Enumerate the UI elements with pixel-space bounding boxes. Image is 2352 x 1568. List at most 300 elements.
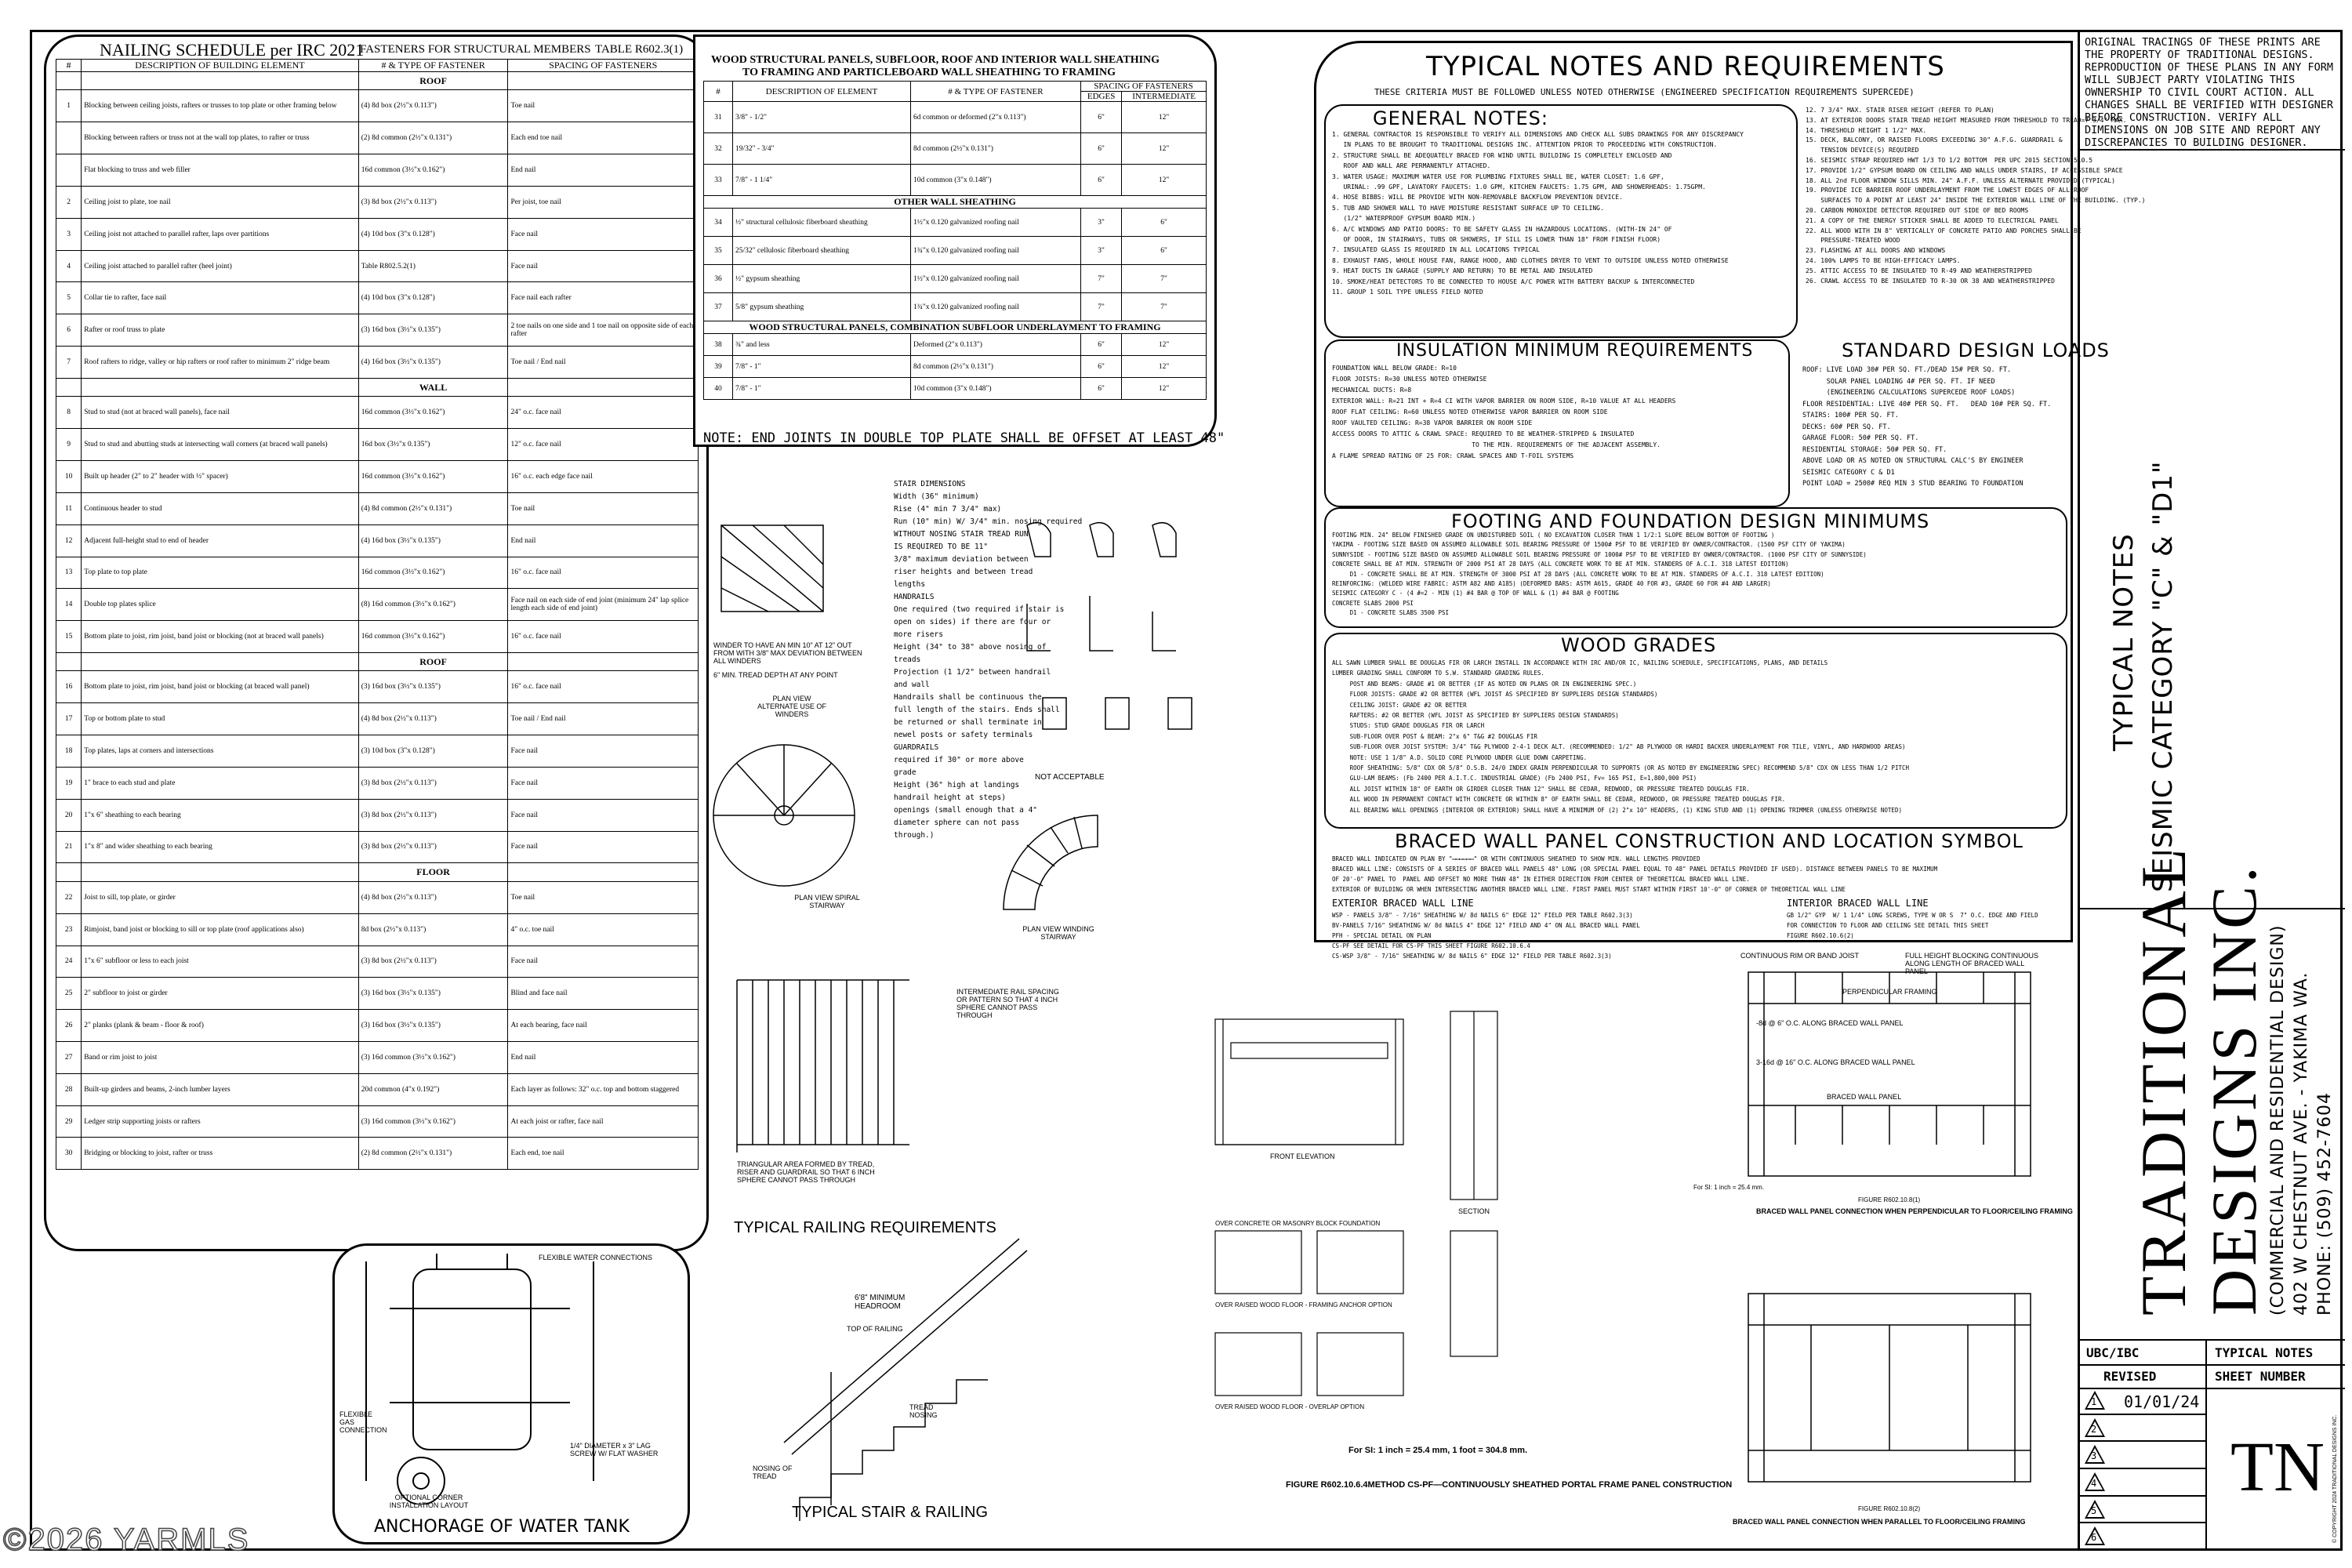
nailing-num: 26 — [56, 1010, 82, 1042]
stair-dimension-line: Handrails shall be continuous the — [894, 693, 1042, 702]
nailing-num: 10 — [56, 461, 82, 493]
revision-row — [2080, 1469, 2205, 1497]
wood-panels-title2: TO FRAMING AND PARTICLEBOARD WALL SHEATHING TO FRAMING — [742, 67, 1116, 78]
stair-dimension-line: and wall — [894, 681, 930, 689]
nailing-header: # & TYPE OF FASTENER — [358, 60, 508, 72]
nailing-spacing: 12" o.c. face nail — [508, 429, 699, 461]
triangular-note: TRIANGULAR AREA FORMED BY TREAD, RISER AND GUARDRAIL SO THAT 6 INCH SPHERE CANNOT PASS THROUGH — [737, 1160, 875, 1184]
int-braced-line: FIGURE R602.10.6(2) — [1787, 932, 1854, 939]
nailing-row — [56, 154, 699, 187]
nailing-spacing: 2 toe nails on one side and 1 toe nail on opposite side of each rafter — [508, 314, 699, 347]
wood-panels-row — [704, 293, 1207, 321]
wood-panels-table — [703, 81, 1207, 426]
general-notes-title: GENERAL NOTES: — [1373, 107, 1548, 129]
flex-gas-label: FLEXIBLE GAS CONNECTION — [339, 1410, 387, 1434]
general-note-line: 5. TUB AND SHOWER WALL TO HAVE MOISTURE RESISTANT SURFACE UP TO CEILING. — [1332, 204, 1604, 212]
nailing-desc: 1" brace to each stud and plate — [82, 767, 359, 799]
nailing-row — [56, 282, 699, 314]
footing-line: SEISMIC CATEGORY C - (4 #=2 - MIN (1) #4 BAR @ TOP OF WALL & (1) #4 BAR @ FOOTING — [1332, 590, 1619, 597]
nailing-fastener: 16d common (3½"x 0.162") — [358, 557, 508, 589]
nailing-section-label: WALL — [358, 378, 508, 396]
nailing-section-cell — [82, 378, 359, 396]
revision-row — [2080, 1523, 2205, 1551]
company-address: 402 W CHESTNUT AVE. - YAKIMA WA. — [2292, 971, 2311, 1316]
nailing-section-cell — [56, 378, 82, 396]
nailing-fastener: 16d box (3½"x 0.135") — [358, 429, 508, 461]
nailing-desc: Built-up girders and beams, 2-inch lumber layers — [82, 1073, 359, 1105]
wood-panels-num: 32 — [704, 133, 733, 165]
nailing-desc: Double top plates splice — [82, 589, 359, 621]
nailing-num: 1 — [56, 90, 82, 122]
stair-dimension-line: STAIR DIMENSIONS — [894, 480, 966, 488]
wood-grades-title: WOOD GRADES — [1561, 634, 1717, 656]
nailing-subtitle: FASTENERS FOR STRUCTURAL MEMBERS — [360, 43, 591, 56]
nailing-num: 20 — [56, 799, 82, 831]
portal-frame-drawing — [1192, 996, 1646, 1466]
nailing-num: 8 — [56, 397, 82, 429]
stair-dimension-line: Height (36" high at landings — [894, 781, 1020, 789]
wood-panels-intermediate: 6" — [1122, 237, 1207, 265]
wood-grade-line: LUMBER GRADING SHALL CONFORM TO S.W. STANDARD GRADING RULES. — [1332, 670, 1544, 677]
nail16-label: -8d @ 6" O.C. ALONG BRACED WALL PANEL — [1756, 1019, 1904, 1027]
wood-panels-intermediate: 12" — [1122, 165, 1207, 196]
nailing-spacing: 24" o.c. face nail — [508, 397, 699, 429]
nailing-spacing: Face nail — [508, 767, 699, 799]
nailing-desc: Bottom plate to joist, rim joist, band joist or blocking (not at braced wall panels) — [82, 621, 359, 653]
nailing-num: 25 — [56, 978, 82, 1010]
nailing-num: 14 — [56, 589, 82, 621]
wood-panels-header: # & TYPE OF FASTENER — [911, 82, 1081, 102]
over-raised2-label: OVER RAISED WOOD FLOOR - OVERLAP OPTION — [1215, 1403, 1365, 1410]
stair-title: TYPICAL STAIR & RAILING — [792, 1504, 989, 1521]
stair-dimension-line: IS REQUIRED TO BE 11" — [894, 543, 989, 551]
general-note-line: 18. ALL 2nd FLOOR WINDOW SILLS MIN. 24" A.F.F. UNLESS ALTERNATE PROVIDED (TYPICAL) — [1806, 176, 2115, 184]
insulation-title: INSULATION MINIMUM REQUIREMENTS — [1396, 341, 1754, 361]
nailing-row — [56, 314, 699, 347]
water-tank-title: ANCHORAGE OF WATER TANK — [374, 1517, 630, 1537]
general-note-line: 12. 7 3/4" MAX. STAIR RISER HEIGHT (REFER TO PLAN) — [1806, 107, 1994, 114]
general-note-line: 11. GROUP 1 SOIL TYPE UNLESS FIELD NOTED — [1332, 289, 1483, 296]
braced-list — [1332, 854, 1937, 895]
insulation-line: MECHANICAL DUCTS: R=8 — [1332, 387, 1412, 394]
nailing-desc: Rafter or roof truss to plate — [82, 314, 359, 347]
portal-si-label: For SI: 1 inch = 25.4 mm, 1 foot = 304.8 mm. — [1348, 1446, 1528, 1455]
nailing-desc: 1"x 8" and wider sheathing to each bearing — [82, 831, 359, 863]
nailing-section-cell — [56, 652, 82, 670]
general-note-line: 8. EXHAUST FANS, WHOLE HOUSE FAN, RANGE HOOD, AND CLOTHES DRYER TO VENT TO OUTSIDE UNLESS NOTED OTHERWISE — [1332, 256, 1729, 264]
nailing-row — [56, 1042, 699, 1074]
nailing-row — [56, 347, 699, 379]
nailing-num: 12 — [56, 524, 82, 557]
wood-panels-intermediate: 12" — [1122, 133, 1207, 165]
footing-line: YAKIMA - FOOTING SIZE BASED ON ASSUMED ALLOWABLE SOIL BEARING PRESSURE OF 1500# PSF TO BE VERIFIED BY OWNER/CONTRACTOR. (1500 PSF CITY OF YAKIMA) — [1332, 541, 1846, 549]
nailing-desc: Roof rafters to ridge, valley or hip rafters or roof rafter to minimum 2" ridge beam — [82, 347, 359, 379]
footing-line: FOOTING MIN. 24" BELOW FINISHED GRADE ON UNDISTURBED SOIL ( NO EXCAVATION CLOSER THAN 1 1/2:1 SLOPE BELOW BOTTOM OF FOOTING ) — [1332, 532, 1775, 539]
ext-braced-line: CS-PF SEE DETAIL FOR CS-PF THIS SHEET FIGURE R602.10.6.4 — [1332, 942, 1530, 949]
nailing-desc: Built up header (2" to 2" header with ½" spacer) — [82, 461, 359, 493]
stair-dimension-line: full length of the stairs. Ends shall — [894, 706, 1060, 714]
revision-number: 2 — [2091, 1423, 2097, 1435]
general-note-line: 26. CRAWL ACCESS TO BE INSULATED TO R-30 OR 38 AND WEATHERSTRIPPED — [1806, 277, 2055, 285]
stair-dimension-line: through.) — [894, 831, 935, 840]
insulation-line: ACCESS DOORS TO ATTIC & CRAWL SPACE: REQUIRED TO BE WEATHER-STRIPPED & INSULATED — [1332, 430, 1635, 437]
nailing-fastener: (4) 16d box (3½"x 0.135") — [358, 524, 508, 557]
nailing-num: 29 — [56, 1105, 82, 1138]
nailing-fastener: 8d box (2½"x 0.113") — [358, 913, 508, 946]
wood-panels-num: 31 — [704, 102, 733, 133]
nailing-fastener: (3) 10d box (3"x 0.128") — [358, 735, 508, 768]
nailing-num: 5 — [56, 282, 82, 314]
wood-panels-row — [704, 334, 1207, 356]
nailing-row — [56, 1105, 699, 1138]
wood-panels-desc: 25/32" cellulosic fiberboard sheathing — [733, 237, 911, 265]
nailing-num: 11 — [56, 492, 82, 524]
nailing-row — [56, 557, 699, 589]
company-name-1: TRADITIONAL — [2128, 845, 2199, 1316]
nailing-spacing: Face nail each rafter — [508, 282, 699, 314]
wood-panels-header: # — [704, 82, 733, 102]
nailing-section-cell — [508, 652, 699, 670]
insulation-line: TO THE MIN. REQUIREMENTS OF THE ADJACENT ASSEMBLY. — [1332, 441, 1661, 448]
nailing-desc: Bottom plate to joist, rim joist, band joist or blocking (at braced wall panel) — [82, 671, 359, 703]
plan-winding-label: PLAN VIEW WINDING STAIRWAY — [1022, 925, 1094, 941]
wood-panels-desc: ¾" and less — [733, 334, 911, 356]
wood-panels-title1: WOOD STRUCTURAL PANELS, SUBFLOOR, ROOF AND INTERIOR WALL SHEATHING — [711, 54, 1160, 66]
wood-grade-line: NOTE: USE 1 1/8" A.D. SOLID CORE PLYWOOD UNDER GLUE DOWN CARPETING. — [1332, 753, 1588, 761]
nailing-num: 4 — [56, 250, 82, 282]
load-line: DECKS: 60# PER SQ. FT. — [1802, 423, 1891, 431]
footing-line: CONCRETE SLABS 2000 PSI — [1332, 599, 1414, 607]
nailing-row — [56, 397, 699, 429]
nailing-row — [56, 703, 699, 735]
nailing-spacing: Face nail — [508, 946, 699, 978]
nailing-desc: Joist to sill, top plate, or girder — [82, 881, 359, 913]
wood-grade-line: STUDS: STUD GRADE DOUGLAS FIR OR LARCH — [1332, 722, 1485, 730]
nailing-row — [56, 978, 699, 1010]
nailing-num: 27 — [56, 1042, 82, 1074]
stair-dimension-line: Rise (4" min 7 3/4" max) — [894, 505, 1002, 514]
nailing-num: 24 — [56, 946, 82, 978]
over-raised1-label: OVER RAISED WOOD FLOOR - FRAMING ANCHOR OPTION — [1215, 1301, 1392, 1308]
wood-panels-row — [704, 102, 1207, 133]
wood-panels-header: SPACING OF FASTENERS — [1081, 82, 1207, 92]
nailing-row — [56, 589, 699, 621]
sheet-title-2: SEISMIC CATEGORY "C" & "D1" — [2147, 460, 2179, 892]
nailing-row — [56, 735, 699, 768]
wood-panels-edge: 6" — [1081, 102, 1122, 133]
notes-subtitle: THESE CRITERIA MUST BE FOLLOWED UNLESS NOTED OTHERWISE (ENGINEERED SPECIFICATION REQUIREMENTS SUPERCEDE) — [1374, 87, 1915, 97]
stair-dimension-line: 3/8" maximum deviation between — [894, 555, 1029, 564]
footing-line: D1 - CONCRETE SHALL BE AT MIN. STRENGTH OF 3000 PSI AT 28 DAYS (ALL CONCRETE WORK TO BE AT MIN. STANDERS OF A.C.I. 318 LATEST EDITION) — [1332, 570, 1824, 578]
wood-panels-fastener: 8d common (2½"x 0.131") — [911, 133, 1081, 165]
wood-panels-fastener: 1½"x 0.120 galvanized roofing nail — [911, 209, 1081, 237]
plan-alt-label: PLAN VIEW ALTERNATE USE OF WINDERS — [757, 695, 826, 718]
nailing-fastener: (4) 8d box (2½"x 0.113") — [358, 90, 508, 122]
fig2-caption: BRACED WALL PANEL CONNECTION WHEN PARALLEL TO FLOOR/CEILING FRAMING — [1733, 1518, 2026, 1526]
wood-panels-desc: 5/8" gypsum sheathing — [733, 293, 911, 321]
nailing-section-cell — [56, 863, 82, 881]
flex-water-label: FLEXIBLE WATER CONNECTIONS — [539, 1254, 653, 1261]
fig1-label: FIGURE R602.10.8(1) — [1858, 1196, 1921, 1203]
load-line: RESIDENTIAL STORAGE: 50# PER SQ. FT. — [1802, 445, 1947, 454]
nailing-desc: Ceiling joist attached to parallel rafter (heel joint) — [82, 250, 359, 282]
wood-panels-intermediate: 6" — [1122, 209, 1207, 237]
load-line: ABOVE LOAD OR AS NOTED ON STRUCTURAL CALC'S BY ENGINEER — [1802, 457, 2024, 465]
wood-panels-fastener: 1¾"x 0.120 galvanized roofing nail — [911, 237, 1081, 265]
nailing-spacing: End nail — [508, 1042, 699, 1074]
water-tank-panel — [332, 1243, 690, 1544]
wood-grade-line: RAFTERS: #2 OR BETTER (WFL JOIST AS SPECIFIED BY SUPPLIERS DESIGN STANDARDS) — [1332, 712, 1619, 720]
nailing-num: 15 — [56, 621, 82, 653]
footing-line: CONCRETE SHALL BE AT MIN. STRENGTH OF 2000 PSI AT 28 DAYS (ALL CONCRETE WORK TO BE AT MIN. STANDERS OF A.C.I. 318 LATEST EDITION) — [1332, 561, 1789, 568]
wood-grade-line: ALL WOOD IN PERMANENT CONTACT WITH CONCRETE OR WITHIN 8" OF EARTH SHALL BE CEDAR, REDWOOD, OR PRESSURE TREATED DOUGLAS FIR. — [1332, 796, 1785, 804]
nailing-section-cell — [82, 863, 359, 881]
nailing-num: 13 — [56, 557, 82, 589]
nailing-desc: Top plates, laps at corners and intersections — [82, 735, 359, 768]
nailing-desc: Ceiling joist not attached to parallel rafter, laps over partitions — [82, 218, 359, 250]
ext-braced-line: CS-WSP 3/8" - 7/16" SHEATHING W/ 8d NAILS 6" EDGE 12" FIELD PER TABLE R602.3(3) — [1332, 953, 1612, 960]
wood-panels-fastener: 6d common or deformed (2"x 0.113") — [911, 102, 1081, 133]
nailing-spacing: Each end toe nail — [508, 122, 699, 154]
nailing-spacing: Toe nail / End nail — [508, 703, 699, 735]
revision-row — [2080, 1415, 2205, 1443]
revision-number: 3 — [2091, 1450, 2097, 1462]
nailing-section-cell — [508, 378, 699, 396]
nailing-desc: 2" subfloor to joist or girder — [82, 978, 359, 1010]
corner-layout-label: OPTIONAL CORNER INSTALLATION LAYOUT — [389, 1494, 469, 1509]
wood-panels-grid — [703, 81, 1207, 400]
loads-title: STANDARD DESIGN LOADS — [1842, 339, 2110, 361]
braced-title: BRACED WALL PANEL CONSTRUCTION AND LOCATION SYMBOL — [1395, 830, 2024, 852]
stair-dimension-line: riser heights and between tread — [894, 568, 1033, 576]
nailing-fastener: 16d common (3½"x 0.162") — [358, 461, 508, 493]
nailing-spacing: 16" o.c. face nail — [508, 621, 699, 653]
nailing-num: 16 — [56, 671, 82, 703]
general-note-line: 10. SMOKE/HEAT DETECTORS TO BE CONNECTED TO HOUSE A/C POWER WITH BATTERY BACKUP & INTERCONNECTED — [1332, 278, 1695, 285]
load-line: POINT LOAD = 2500# REQ MIN 3 STUD BEARING TO FOUNDATION — [1802, 480, 2024, 488]
nailing-row — [56, 767, 699, 799]
fig1-caption: BRACED WALL PANEL CONNECTION WHEN PERPENDICULAR TO FLOOR/CEILING FRAMING — [1756, 1207, 2073, 1215]
load-line: ROOF: LIVE LOAD 30# PER SQ. FT./DEAD 15# PER SQ. FT. — [1802, 366, 2012, 374]
nailing-section-label: ROOF — [358, 652, 508, 670]
revision-row — [2080, 1388, 2205, 1415]
nailing-spacing: End nail — [508, 154, 699, 187]
nailing-desc: Stud to stud (not at braced wall panels), face nail — [82, 397, 359, 429]
revision-row — [2080, 1442, 2205, 1469]
wood-grade-line: POST AND BEAMS: GRADE #1 OR BETTER (IF AS NOTED ON PLANS OR IN ENGINEERING SPEC.) — [1332, 680, 1637, 688]
wood-panels-desc: 3/8" - 1/2" — [733, 102, 911, 133]
nailing-desc: Continuous header to stud — [82, 492, 359, 524]
insulation-line: EXTERIOR WALL: R=21 INT + R=4 CI WITH VAPOR BARRIER ON ROOM SIDE, R=10 VALUE AT ALL HEADERS — [1332, 397, 1676, 405]
stair-dimension-line: open on sides) if there are four or — [894, 618, 1051, 626]
wood-grade-line: SUB-FLOOR OVER JOIST SYSTEM: 3/4" T&G PLYWOOD 2-4-1 DECK ALT. (RECOMMENDED: 1/2" AB PLYWOOD OR HARDI BACKER UNDERLAYMENT FOR TILE, VINYL, AND HARDWOOD AREAS) — [1332, 743, 1906, 751]
load-line: (ENGINEERING CALCULATIONS SUPERCEDE ROOF LOADS) — [1802, 389, 2016, 397]
nailing-fastener: 16d common (3½"x 0.162") — [358, 154, 508, 187]
nailing-num — [56, 154, 82, 187]
nailing-desc: 1"x 6" subfloor or less to each joist — [82, 946, 359, 978]
wood-panels-desc: ½" gypsum sheathing — [733, 265, 911, 293]
nailing-num — [56, 122, 82, 154]
nailing-spacing: 16" o.c. face nail — [508, 557, 699, 589]
front-elevation-label: FRONT ELEVATION — [1270, 1152, 1335, 1160]
not-acceptable-label: NOT ACCEPTABLE — [1035, 773, 1105, 782]
nailing-desc: Top plate to top plate — [82, 557, 359, 589]
nailing-row — [56, 492, 699, 524]
nailing-fastener: (3) 8d box (2½"x 0.113") — [358, 946, 508, 978]
code-value: TYPICAL NOTES — [2215, 1345, 2314, 1360]
continuous-rim-label: CONTINUOUS RIM OR BAND JOIST — [1740, 952, 1860, 960]
wood-panels-desc: 19/32" - 3/4" — [733, 133, 911, 165]
handrail-profiles — [1019, 510, 1223, 768]
nailing-header: SPACING OF FASTENERS — [508, 60, 699, 72]
stair-dimension-line: more risers — [894, 630, 943, 639]
general-note-line: 17. PROVIDE 1/2" GYPSUM BOARD ON CEILING AND WALLS UNDER STAIRS, IF ACCESSIBLE SPACE — [1806, 166, 2123, 174]
footing-title: FOOTING AND FOUNDATION DESIGN MINIMUMS — [1451, 510, 1930, 532]
stair-dimension-line: WITHOUT NOSING STAIR TREAD RUN — [894, 530, 1029, 539]
wood-panels-row — [704, 209, 1207, 237]
nailing-desc: Blocking between ceiling joists, rafters or trusses to top plate or other framing below — [82, 90, 359, 122]
insulation-list — [1332, 363, 1675, 462]
company-name-2: DESIGNS INC. — [2198, 863, 2270, 1316]
load-line: STAIRS: 100# PER SQ. FT. — [1802, 412, 1899, 419]
wood-panels-desc: ½" structural cellulosic fiberboard sheathing — [733, 209, 911, 237]
nailing-desc: Flat blocking to truss and web filler — [82, 154, 359, 187]
wood-panels-header: EDGES — [1081, 92, 1122, 102]
ownership-warning: ORIGINAL TRACINGS OF THESE PRINTS ARE THE PROPERTY OF TRADITIONAL DESIGNS. REPRODUCTION OF THESE PLANS IN ANY FORM WILL SUBJECT PARTY VIOLATING THIS OWNERSHIP TO CIVIL COURT ACTION. ALL CHANGES SHALL BE VERIFIED WITH DESIGNER BEFORE CONSTRUCTION. VERIFY ALL DIMENSIONS ON JOB SITE AND REPORT ANY DISCREPANCIES TO BUILDING DESIGNER. — [2085, 36, 2333, 149]
nailing-fastener: 16d common (3½"x 0.162") — [358, 621, 508, 653]
revision-number: 1 — [2091, 1396, 2097, 1407]
toe16-label: 3-16d @ 16" O.C. ALONG BRACED WALL PANEL — [1756, 1058, 1915, 1066]
insulation-line: ROOF VAULTED CEILING: R=38 VAPOR BARRIER ON ROOM SIDE — [1332, 419, 1533, 426]
nailing-fastener: (2) 8d common (2½"x 0.131") — [358, 122, 508, 154]
nailing-num: 18 — [56, 735, 82, 768]
nailing-fastener: (4) 10d box (3"x 0.128") — [358, 282, 508, 314]
wood-panels-edge: 6" — [1081, 133, 1122, 165]
nailing-fastener: (3) 16d box (3½"x 0.135") — [358, 978, 508, 1010]
nailing-fastener: (4) 8d box (2½"x 0.113") — [358, 881, 508, 913]
nailing-row — [56, 621, 699, 653]
wood-panels-fastener: 8d common (2½"x 0.131") — [911, 356, 1081, 378]
load-line: SEISMIC CATEGORY C & D1 — [1802, 468, 1895, 477]
insulation-line: A FLAME SPREAD RATING OF 25 FOR: CRAWL SPACES AND T-FOIL SYSTEMS — [1332, 452, 1574, 459]
portal-frame-detail — [1192, 996, 1733, 1505]
load-line: FLOOR RESIDENTIAL: LIVE 40# PER SQ. FT. DEAD 10# PER SQ. FT. — [1802, 400, 2052, 408]
general-note-line: 1. GENERAL CONTRACTOR IS RESPONSIBLE TO VERIFY ALL DIMENSIONS AND CHECK ALL SUBS DRAWINGS FOR ANY DISCREPANCY — [1332, 131, 1744, 138]
nailing-num: 2 — [56, 186, 82, 218]
wood-panels-fastener: 10d common (3"x 0.148") — [911, 165, 1081, 196]
nailing-section-cell — [508, 72, 699, 90]
footing-line: SUNNYSIDE - FOOTING SIZE BASED ON ASSUMED ALLOWABLE SOIL BEARING PRESSURE OF 1000# PSF TO BE VERIFIED BY OWNER/CONTRACTOR. (1000 PSF CITY OF SUNNYSIDE) — [1332, 550, 1867, 558]
stair-dimension-line: be returned or shall terminate in — [894, 718, 1042, 727]
nailing-spacing: Each layer as follows: 32" o.c. top and bottom staggered — [508, 1073, 699, 1105]
stair-dimension-line: Run (10" min) W/ 3/4" min. nosing required — [894, 517, 1083, 526]
nailing-spacing: Per joist, toe nail — [508, 186, 699, 218]
nailing-desc: 2" planks (plank & beam - floor & roof) — [82, 1010, 359, 1042]
full-height-label: FULL HEIGHT BLOCKING CONTINUOUS ALONG LENGTH OF BRACED WALL PANEL — [1905, 952, 2039, 975]
railing-title: TYPICAL RAILING REQUIREMENTS — [734, 1219, 996, 1236]
mls-watermark: ©2026 YARMLS — [3, 1523, 250, 1557]
wood-panels-fastener: 10d common (3"x 0.148") — [911, 378, 1081, 400]
nailing-fastener: (3) 8d box (2½"x 0.113") — [358, 186, 508, 218]
insulation-line: FOUNDATION WALL BELOW GRADE: R=10 — [1332, 365, 1457, 372]
footing-line: REINFORCING: (WELDED WIRE FABRIC: ASTM A82 AND A185) (DEFORMED BARS: ASTM A615, GRADE 40 FOR #3, GRADE 60 FOR #4 AND LARGER) — [1332, 580, 1771, 588]
wood-panels-desc: 7/8" - 1" — [733, 378, 911, 400]
general-note-line: 16. SEISMIC STRAP REQUIRED HWT 1/3 TO 1/2 BOTTOM PER UPC 2015 SECTION 510.5 — [1806, 156, 2093, 164]
stair-dimension-line: grade — [894, 768, 916, 777]
nailing-row — [56, 186, 699, 218]
nailing-spacing: Toe nail — [508, 881, 699, 913]
nailing-spacing: At each joist or rafter, face nail — [508, 1105, 699, 1138]
nailing-fastener: (4) 10d box (3"x 0.128") — [358, 218, 508, 250]
nailing-spacing: Face nail — [508, 735, 699, 768]
nailing-fastener: (2) 8d common (2½"x 0.131") — [358, 1138, 508, 1170]
nailing-fastener: (3) 16d common (3½"x 0.162") — [358, 1105, 508, 1138]
company-phone: PHONE: (509) 452-7604 — [2315, 1092, 2335, 1316]
general-note-line: 22. ALL WOOD WITH IN 8" VERTICALLY OF CONCRETE PATIO AND PORCHES SHALL BE — [1806, 227, 2082, 234]
general-note-line: 13. AT EXTERIOR DOORS STAIR TREAD HEIGHT MEASURED FROM THRESHOLD TO TREAD=7 3/4" MAX. — [1806, 116, 2127, 124]
general-note-line: SURFACES TO A POINT AT LEAST 24" INSIDE THE EXTERIOR WALL LINE OF THE BUILDING. (TYP.) — [1806, 197, 2146, 205]
nailing-section-cell — [508, 863, 699, 881]
nailing-fastener: (4) 8d common (2½"x 0.131") — [358, 492, 508, 524]
nailing-spacing: Toe nail — [508, 90, 699, 122]
braced-line: EXTERIOR OF BUILDING OR WHEN INTERSECTING ANOTHER BRACED WALL LINE. FIRST PANEL MUST START WITHIN FIRST 10'-0" OF CORNER OF THEORETICAL WALL LINE — [1332, 886, 1846, 893]
wood-panels-intermediate: 12" — [1122, 356, 1207, 378]
nailing-row — [56, 831, 699, 863]
general-note-line: 2. STRUCTURE SHALL BE ADEQUATELY BRACED FOR WIND UNTIL BUILDING IS COMPLETELY ENCLOSED AND — [1332, 151, 1672, 159]
nailing-desc: Ceiling joist to plate, toe nail — [82, 186, 359, 218]
nailing-table — [56, 59, 699, 1247]
wood-panels-row — [704, 165, 1207, 196]
wood-panels-desc: 7/8" - 1" — [733, 356, 911, 378]
nailing-section-label: FLOOR — [358, 863, 508, 881]
stair-dimension-line: treads — [894, 655, 921, 664]
tread-nosing-label: TREAD NOSING — [909, 1403, 938, 1419]
portal-caption: FIGURE R602.10.6.4METHOD CS-PF—CONTINUOUSLY SHEATHED PORTAL FRAME PANEL CONSTRUCTION — [1286, 1480, 1733, 1490]
nailing-row — [56, 671, 699, 703]
nailing-row — [56, 881, 699, 913]
nailing-spacing: Toe nail / End nail — [508, 347, 699, 379]
revision-list — [2080, 1388, 2205, 1551]
wood-grade-line: ROOF SHEATHING: 5/8" CDX OR 5/8" O.S.B. 24/0 INDEX GRAIN PERPENDICULAR TO SUPPORTS (OR AS NOTED BY ENGINEERING SPEC) RECOMMEND 5/8" CDX ON LESS THAN 1/2 PITCH — [1332, 764, 1910, 772]
nailing-spacing: Toe nail — [508, 492, 699, 524]
nailing-row — [56, 946, 699, 978]
wood-panels-num: 35 — [704, 237, 733, 265]
nailing-row — [56, 913, 699, 946]
general-note-line: 25. ATTIC ACCESS TO BE INSULATED TO R-49 AND WEATHERSTRIPPED — [1806, 267, 2032, 274]
load-line: SOLAR PANEL LOADING 4# PER SQ. FT. IF NEED — [1802, 377, 1995, 386]
ext-braced-line: BV-PANELS 7/16" SHEATHING W/ 8d NAILS 4" EDGE 12" FIELD AND 4" ON ALL BRACED WALL PANEL — [1332, 922, 1640, 929]
nailing-num: 28 — [56, 1073, 82, 1105]
wood-grade-line: ALL BEARING WALL OPENINGS (INTERIOR OR EXTERIOR) SHALL HAVE A MINIMUM OF (2) 2"x 10" HEADERS, (1) KING STUD AND (1) OPENING TRIMMER (UNLESS OTHERWISE NOTED) — [1332, 806, 1902, 814]
nailing-spacing: Face nail — [508, 250, 699, 282]
wood-panels-section: WOOD STRUCTURAL PANELS, COMBINATION SUBFLOOR UNDERLAYMENT TO FRAMING — [704, 321, 1207, 334]
general-note-line: OF DOOR, IN STAIRWAYS, TUBS OR SHOWERS, IF SILL IS LOWER THAN 18" FROM FINISH FLOOR) — [1332, 236, 1661, 244]
int-braced-title: INTERIOR BRACED WALL LINE — [1787, 898, 1929, 909]
nailing-spacing: Face nail on each side of end joint (minimum 24" lap splice length each side of end joint) — [508, 589, 699, 621]
wood-panels-edge: 6" — [1081, 334, 1122, 356]
nailing-spacing: Blind and face nail — [508, 978, 699, 1010]
wood-panels-edge: 6" — [1081, 378, 1122, 400]
wood-panels-desc: 7/8" - 1 1/4" — [733, 165, 911, 196]
general-note-line: 21. A COPY OF THE ENERGY STICKER SHALL BE ADDED TO ELECTRICAL PANEL — [1806, 216, 2059, 224]
wood-panels-intermediate: 12" — [1122, 378, 1207, 400]
nailing-fastener: (3) 8d box (2½"x 0.113") — [358, 799, 508, 831]
nailing-fastener: (4) 8d box (2½"x 0.113") — [358, 703, 508, 735]
perp-framing-label: PERPENDICULAR FRAMING — [1842, 988, 1937, 996]
stair-dimension-line: One required (two required if stair is — [894, 605, 1065, 614]
wood-panels-section: OTHER WALL SHEATHING — [704, 196, 1207, 209]
footing-list — [1332, 531, 1867, 619]
